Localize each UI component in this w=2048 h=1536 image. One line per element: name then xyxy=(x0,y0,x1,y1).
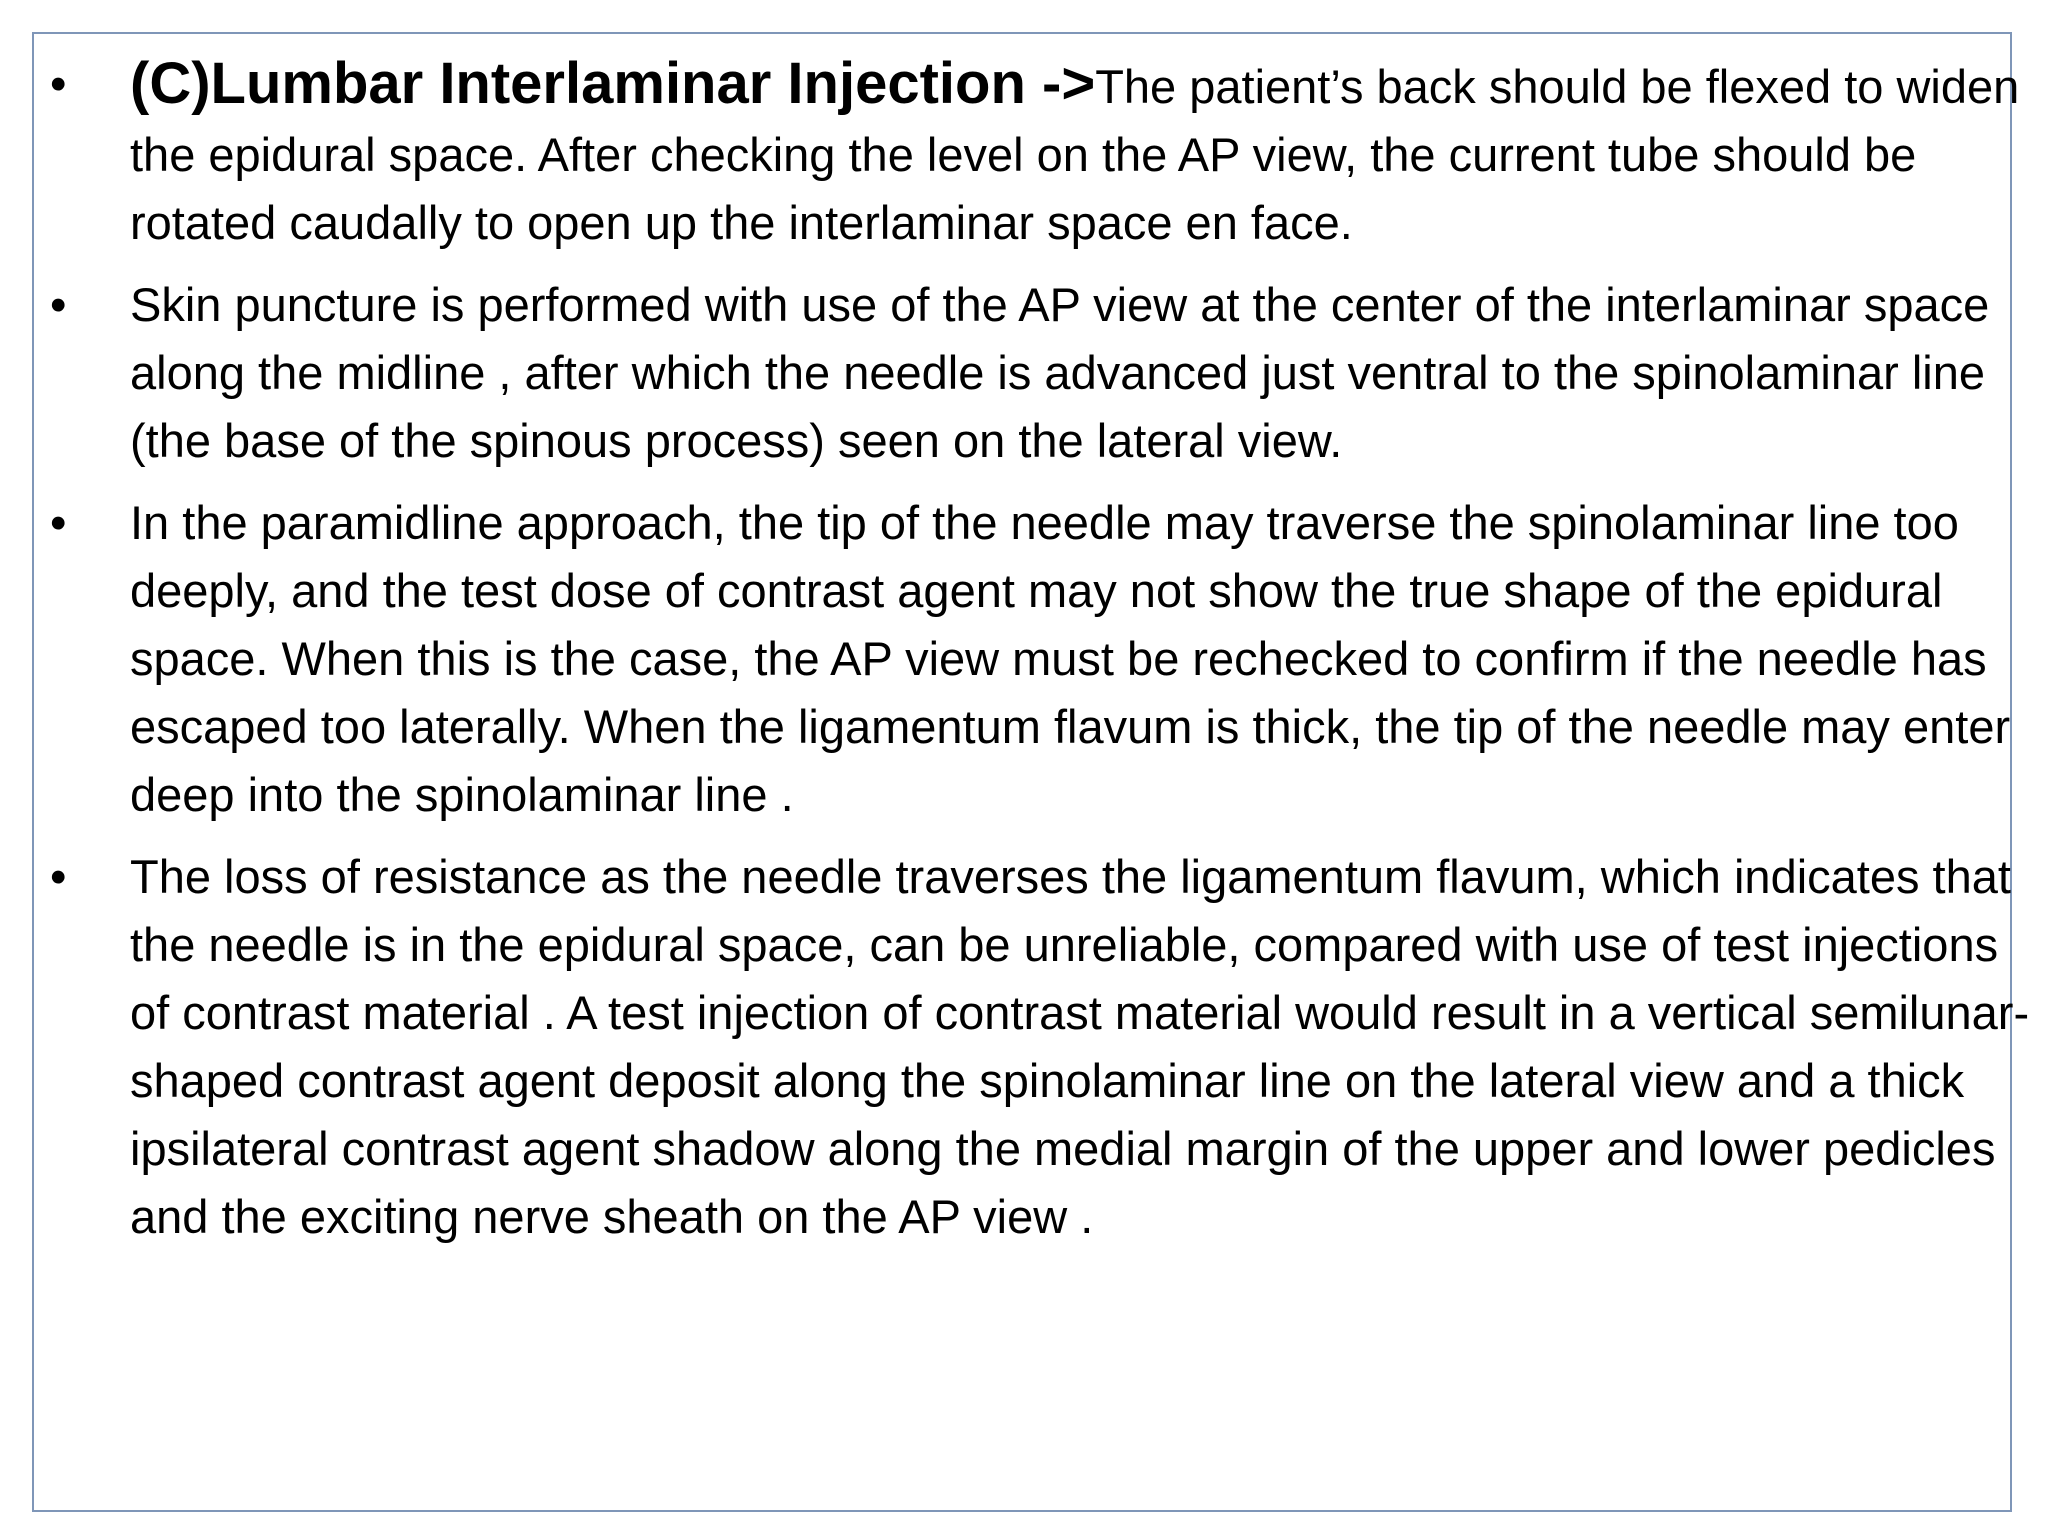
bullet-marker: • xyxy=(50,850,67,903)
bullet-text: Skin puncture is performed with use of the AP view at the center of the interlaminar space along the midline , after which the needle is advanced just ventral to the spinolaminar line (the base of the spinous process) seen on the lateral view. xyxy=(130,278,1990,467)
section-heading: (C)Lumbar Interlaminar Injection -> xyxy=(130,51,1096,116)
bullet-item-paramidline xyxy=(50,489,2030,829)
bullet-text: The patient’s back should be flexed to widen the epidural space. After checking the level on the AP view, the current tube should be rotated caudally to open up the interlaminar space en face. xyxy=(130,60,2020,249)
bullet-item-loss-of-resistance xyxy=(50,843,2030,1251)
bullet-marker: • xyxy=(50,496,67,549)
bullet-list xyxy=(50,50,2030,1265)
bullet-marker: • xyxy=(50,57,67,110)
bullet-text: In the paramidline approach, the tip of the needle may traverse the spinolaminar line too deeply, and the test dose of contrast agent may not show the true shape of the epidural space. When this is the case, the AP view must be rechecked to confirm if the needle has escaped too laterally. When the ligamentum flavum is thick, the tip of the needle may enter deep into the spinolaminar line . xyxy=(130,496,2011,821)
bullet-item-skin-puncture xyxy=(50,271,2030,475)
bullet-item-lumbar-interlaminar xyxy=(50,50,2030,257)
bullet-text: The loss of resistance as the needle traverses the ligamentum flavum, which indicates that the needle is in the epidural space, can be unreliable, compared with use of test injections of contrast material . A test injection of contrast material would result in a vertical semilunar-shaped contrast agent deposit along the spinolaminar line on the lateral view and a thick ipsilateral contrast agent shadow along the medial margin of the upper and lower pedicles and the exciting nerve sheath on the AP view . xyxy=(130,850,2030,1243)
bullet-marker: • xyxy=(50,278,67,331)
